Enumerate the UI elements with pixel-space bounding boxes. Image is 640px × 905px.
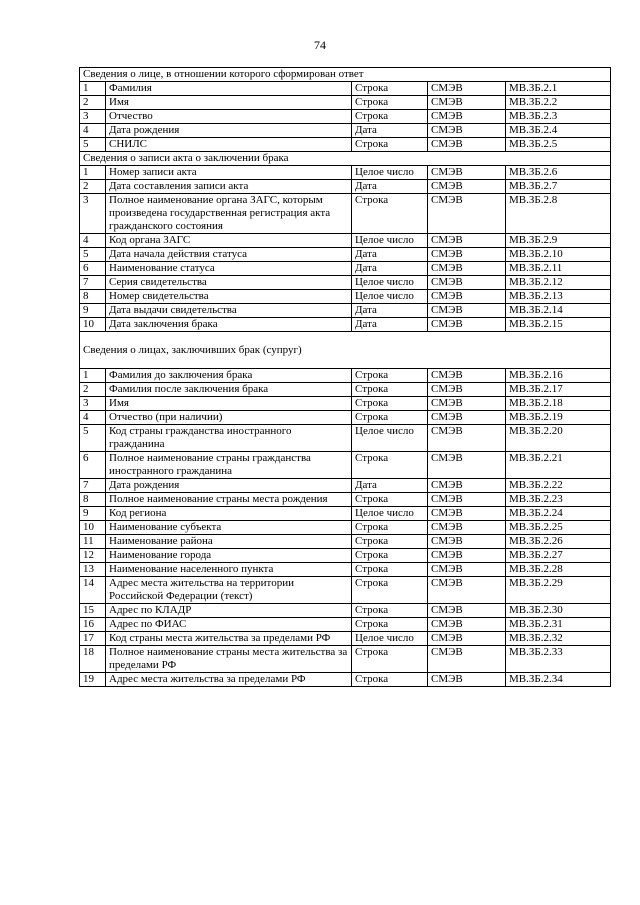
field-name: Номер записи акта	[106, 166, 352, 180]
field-source: СМЭВ	[428, 577, 506, 604]
field-source: СМЭВ	[428, 493, 506, 507]
row-number: 19	[80, 673, 106, 687]
field-name: Адрес по ФИАС	[106, 618, 352, 632]
field-type: Строка	[352, 673, 428, 687]
field-code: МВ.ЗБ.2.18	[506, 397, 611, 411]
field-source: СМЭВ	[428, 290, 506, 304]
field-code: МВ.ЗБ.2.17	[506, 383, 611, 397]
field-type: Строка	[352, 535, 428, 549]
field-type: Строка	[352, 452, 428, 479]
field-name: Наименование субъекта	[106, 521, 352, 535]
field-type: Целое число	[352, 507, 428, 521]
table-row	[80, 383, 611, 397]
field-source: СМЭВ	[428, 110, 506, 124]
field-name: Наименование района	[106, 535, 352, 549]
field-name: Адрес по КЛАДР	[106, 604, 352, 618]
field-code: МВ.ЗБ.2.33	[506, 646, 611, 673]
field-name: Код страны места жительства за пределами РФ	[106, 632, 352, 646]
table-row	[80, 276, 611, 290]
row-number: 3	[80, 110, 106, 124]
row-number: 17	[80, 632, 106, 646]
field-code: МВ.ЗБ.2.11	[506, 262, 611, 276]
field-code: МВ.ЗБ.2.4	[506, 124, 611, 138]
field-name: Полное наименование органа ЗАГС, которым произведена государственная регистрация акта гражданского состояния	[106, 194, 352, 234]
field-type: Строка	[352, 646, 428, 673]
table-row	[80, 397, 611, 411]
field-code: МВ.ЗБ.2.16	[506, 369, 611, 383]
table-row	[80, 290, 611, 304]
field-code: МВ.ЗБ.2.21	[506, 452, 611, 479]
table-row	[80, 521, 611, 535]
field-name: Номер свидетельства	[106, 290, 352, 304]
row-number: 7	[80, 479, 106, 493]
field-name: Фамилия после заключения брака	[106, 383, 352, 397]
field-type: Дата	[352, 124, 428, 138]
field-type: Дата	[352, 318, 428, 332]
field-source: СМЭВ	[428, 234, 506, 248]
row-number: 1	[80, 369, 106, 383]
field-type: Строка	[352, 618, 428, 632]
field-code: МВ.ЗБ.2.9	[506, 234, 611, 248]
field-code: МВ.ЗБ.2.15	[506, 318, 611, 332]
field-source: СМЭВ	[428, 535, 506, 549]
field-name: Код страны гражданства иностранного гражданина	[106, 425, 352, 452]
field-code: МВ.ЗБ.2.28	[506, 563, 611, 577]
field-name: Наименование статуса	[106, 262, 352, 276]
table-row	[80, 110, 611, 124]
field-name: Адрес места жительства за пределами РФ	[106, 673, 352, 687]
field-code: МВ.ЗБ.2.29	[506, 577, 611, 604]
table-row	[80, 124, 611, 138]
table-row	[80, 604, 611, 618]
field-name: Дата заключения брака	[106, 318, 352, 332]
row-number: 3	[80, 397, 106, 411]
field-type: Целое число	[352, 632, 428, 646]
field-type: Дата	[352, 180, 428, 194]
row-number: 3	[80, 194, 106, 234]
field-name: Фамилия до заключения брака	[106, 369, 352, 383]
field-code: МВ.ЗБ.2.20	[506, 425, 611, 452]
field-code: МВ.ЗБ.2.22	[506, 479, 611, 493]
field-code: МВ.ЗБ.2.10	[506, 248, 611, 262]
field-source: СМЭВ	[428, 194, 506, 234]
field-source: СМЭВ	[428, 262, 506, 276]
table-row	[80, 304, 611, 318]
table-row	[80, 166, 611, 180]
field-code: МВ.ЗБ.2.24	[506, 507, 611, 521]
field-name: Код региона	[106, 507, 352, 521]
row-number: 1	[80, 166, 106, 180]
field-name: СНИЛС	[106, 138, 352, 152]
field-source: СМЭВ	[428, 180, 506, 194]
row-number: 10	[80, 521, 106, 535]
section-title: Сведения о лицах, заключивших брак (супруг)	[80, 332, 611, 369]
row-number: 8	[80, 290, 106, 304]
field-source: СМЭВ	[428, 646, 506, 673]
field-code: МВ.ЗБ.2.3	[506, 110, 611, 124]
field-source: СМЭВ	[428, 276, 506, 290]
field-source: СМЭВ	[428, 479, 506, 493]
table-row	[80, 535, 611, 549]
field-source: СМЭВ	[428, 618, 506, 632]
table-row	[80, 194, 611, 234]
field-source: СМЭВ	[428, 632, 506, 646]
field-source: СМЭВ	[428, 411, 506, 425]
field-type: Целое число	[352, 234, 428, 248]
row-number: 10	[80, 318, 106, 332]
table-row	[80, 369, 611, 383]
field-source: СМЭВ	[428, 563, 506, 577]
field-code: МВ.ЗБ.2.8	[506, 194, 611, 234]
row-number: 6	[80, 452, 106, 479]
field-type: Целое число	[352, 425, 428, 452]
data-table	[79, 67, 611, 687]
field-source: СМЭВ	[428, 521, 506, 535]
field-source: СМЭВ	[428, 318, 506, 332]
field-type: Дата	[352, 479, 428, 493]
field-code: МВ.ЗБ.2.7	[506, 180, 611, 194]
table-row	[80, 646, 611, 673]
field-name: Дата рождения	[106, 124, 352, 138]
table-row	[80, 452, 611, 479]
field-code: МВ.ЗБ.2.26	[506, 535, 611, 549]
field-type: Целое число	[352, 166, 428, 180]
section-header-row	[80, 152, 611, 166]
field-name: Код органа ЗАГС	[106, 234, 352, 248]
field-code: МВ.ЗБ.2.23	[506, 493, 611, 507]
field-source: СМЭВ	[428, 604, 506, 618]
field-name: Дата начала действия статуса	[106, 248, 352, 262]
table-row	[80, 493, 611, 507]
field-code: МВ.ЗБ.2.27	[506, 549, 611, 563]
table-row	[80, 479, 611, 493]
field-type: Строка	[352, 383, 428, 397]
field-type: Дата	[352, 262, 428, 276]
field-source: СМЭВ	[428, 82, 506, 96]
section-header-row	[80, 332, 611, 369]
field-type: Дата	[352, 304, 428, 318]
row-number: 8	[80, 493, 106, 507]
field-name: Дата рождения	[106, 479, 352, 493]
table-row	[80, 318, 611, 332]
field-name: Имя	[106, 397, 352, 411]
row-number: 4	[80, 234, 106, 248]
table-row	[80, 96, 611, 110]
field-type: Строка	[352, 411, 428, 425]
row-number: 9	[80, 507, 106, 521]
field-name: Адрес места жительства на территории Российской Федерации (текст)	[106, 577, 352, 604]
field-type: Строка	[352, 493, 428, 507]
field-code: МВ.ЗБ.2.31	[506, 618, 611, 632]
field-name: Полное наименование страны места жительства за пределами РФ	[106, 646, 352, 673]
field-name: Дата выдачи свидетельства	[106, 304, 352, 318]
row-number: 11	[80, 535, 106, 549]
table-row	[80, 673, 611, 687]
field-code: МВ.ЗБ.2.6	[506, 166, 611, 180]
row-number: 5	[80, 425, 106, 452]
field-type: Строка	[352, 138, 428, 152]
field-type: Строка	[352, 604, 428, 618]
field-name: Имя	[106, 96, 352, 110]
field-code: МВ.ЗБ.2.32	[506, 632, 611, 646]
table-row	[80, 563, 611, 577]
field-source: СМЭВ	[428, 452, 506, 479]
table-row	[80, 180, 611, 194]
row-number: 12	[80, 549, 106, 563]
table-row	[80, 82, 611, 96]
field-type: Строка	[352, 194, 428, 234]
field-name: Отчество	[106, 110, 352, 124]
row-number: 6	[80, 262, 106, 276]
field-source: СМЭВ	[428, 138, 506, 152]
field-source: СМЭВ	[428, 549, 506, 563]
page-number: 74	[314, 38, 326, 52]
field-type: Строка	[352, 369, 428, 383]
table-row	[80, 577, 611, 604]
row-number: 2	[80, 180, 106, 194]
row-number: 18	[80, 646, 106, 673]
row-number: 5	[80, 138, 106, 152]
field-source: СМЭВ	[428, 369, 506, 383]
field-code: МВ.ЗБ.2.2	[506, 96, 611, 110]
field-name: Серия свидетельства	[106, 276, 352, 290]
table-row	[80, 411, 611, 425]
field-code: МВ.ЗБ.2.14	[506, 304, 611, 318]
field-type: Строка	[352, 577, 428, 604]
row-number: 13	[80, 563, 106, 577]
field-source: СМЭВ	[428, 507, 506, 521]
field-type: Целое число	[352, 276, 428, 290]
field-type: Целое число	[352, 290, 428, 304]
field-source: СМЭВ	[428, 166, 506, 180]
table-row	[80, 248, 611, 262]
field-code: МВ.ЗБ.2.12	[506, 276, 611, 290]
field-name: Отчество (при наличии)	[106, 411, 352, 425]
row-number: 4	[80, 411, 106, 425]
table-row	[80, 425, 611, 452]
table-row	[80, 138, 611, 152]
field-name: Полное наименование страны места рождения	[106, 493, 352, 507]
field-source: СМЭВ	[428, 96, 506, 110]
field-type: Строка	[352, 563, 428, 577]
field-type: Строка	[352, 110, 428, 124]
table-row	[80, 507, 611, 521]
row-number: 7	[80, 276, 106, 290]
field-type: Строка	[352, 96, 428, 110]
field-name: Наименование города	[106, 549, 352, 563]
row-number: 16	[80, 618, 106, 632]
field-code: МВ.ЗБ.2.30	[506, 604, 611, 618]
section-title: Сведения о лице, в отношении которого сформирован ответ	[80, 68, 611, 82]
row-number: 2	[80, 383, 106, 397]
row-number: 15	[80, 604, 106, 618]
row-number: 1	[80, 82, 106, 96]
table-row	[80, 618, 611, 632]
section-title: Сведения о записи акта о заключении брака	[80, 152, 611, 166]
field-code: МВ.ЗБ.2.25	[506, 521, 611, 535]
field-source: СМЭВ	[428, 124, 506, 138]
table-row	[80, 549, 611, 563]
row-number: 5	[80, 248, 106, 262]
table-row	[80, 262, 611, 276]
field-type: Строка	[352, 397, 428, 411]
field-type: Дата	[352, 248, 428, 262]
row-number: 9	[80, 304, 106, 318]
row-number: 14	[80, 577, 106, 604]
field-source: СМЭВ	[428, 425, 506, 452]
field-name: Фамилия	[106, 82, 352, 96]
field-code: МВ.ЗБ.2.1	[506, 82, 611, 96]
field-source: СМЭВ	[428, 248, 506, 262]
field-code: МВ.ЗБ.2.34	[506, 673, 611, 687]
table-row	[80, 234, 611, 248]
field-source: СМЭВ	[428, 383, 506, 397]
field-source: СМЭВ	[428, 673, 506, 687]
field-type: Строка	[352, 549, 428, 563]
field-name: Наименование населенного пункта	[106, 563, 352, 577]
field-source: СМЭВ	[428, 304, 506, 318]
field-name: Полное наименование страны гражданства иностранного гражданина	[106, 452, 352, 479]
field-name: Дата составления записи акта	[106, 180, 352, 194]
row-number: 2	[80, 96, 106, 110]
field-type: Строка	[352, 82, 428, 96]
field-type: Строка	[352, 521, 428, 535]
field-code: МВ.ЗБ.2.19	[506, 411, 611, 425]
field-code: МВ.ЗБ.2.5	[506, 138, 611, 152]
table-row	[80, 632, 611, 646]
row-number: 4	[80, 124, 106, 138]
section-header-row	[80, 68, 611, 82]
field-code: МВ.ЗБ.2.13	[506, 290, 611, 304]
field-source: СМЭВ	[428, 397, 506, 411]
